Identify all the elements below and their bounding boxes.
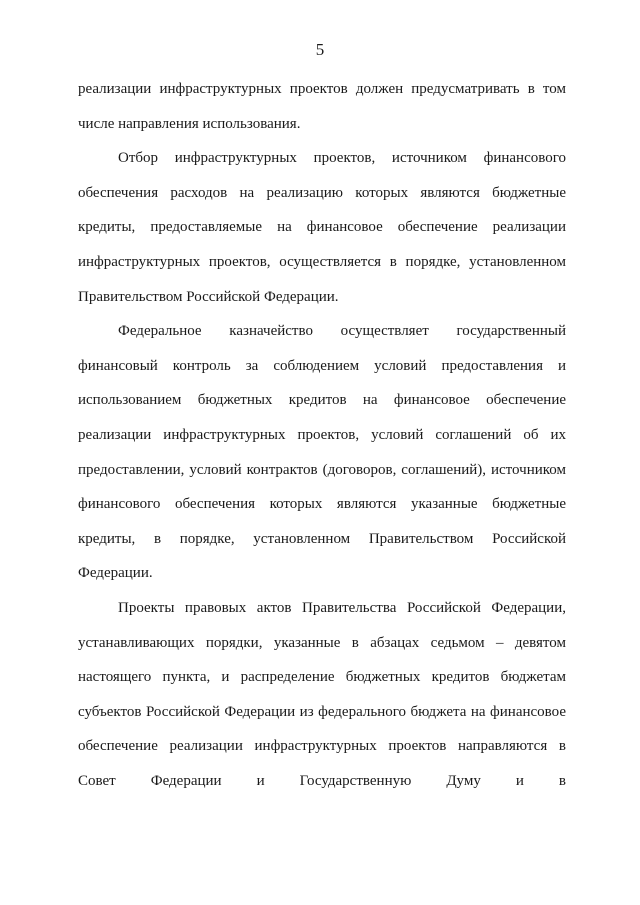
paragraph-project-selection: Отбор инфраструктурных проектов, источником финансового обеспечения расходов на реализацию которых являются бюджетные кредиты, предоставляемые на финансовое обеспечение реализации инфраструктурных проектов, осуществляется в порядке, установленном Правительством Российской Федерации. [78, 150, 566, 305]
paragraph-legal-acts: Проекты правовых актов Правительства Российской Федерации, устанавливающих порядки, указанные в абзацах седьмом – девятом настоящего пункта, и распределение бюджетных кредитов бюджетам субъектов Российской Федерации из федерального бюджета на финансовое обеспечение реализации инфраструктурных проектов направляются в Совет Федерации и Государственную Думу и в [78, 599, 566, 789]
document-body [78, 72, 566, 798]
paragraph-continuation: реализации инфраструктурных проектов должен предусматривать в том числе направления использования. [78, 81, 566, 132]
page-number: 5 [315, 40, 325, 59]
paragraph-treasury-control: Федеральное казначейство осуществляет государственный финансовый контроль за соблюдением условий предоставления и использованием бюджетных кредитов на финансовое обеспечение реализации инфраструктурных проектов, условий соглашений об их предоставлении, условий контрактов (договоров, соглашений), источником финансового обеспечения которых являются указанные бюджетные кредиты, в порядке, установленном Правительством Российской Федерации. [78, 323, 566, 582]
